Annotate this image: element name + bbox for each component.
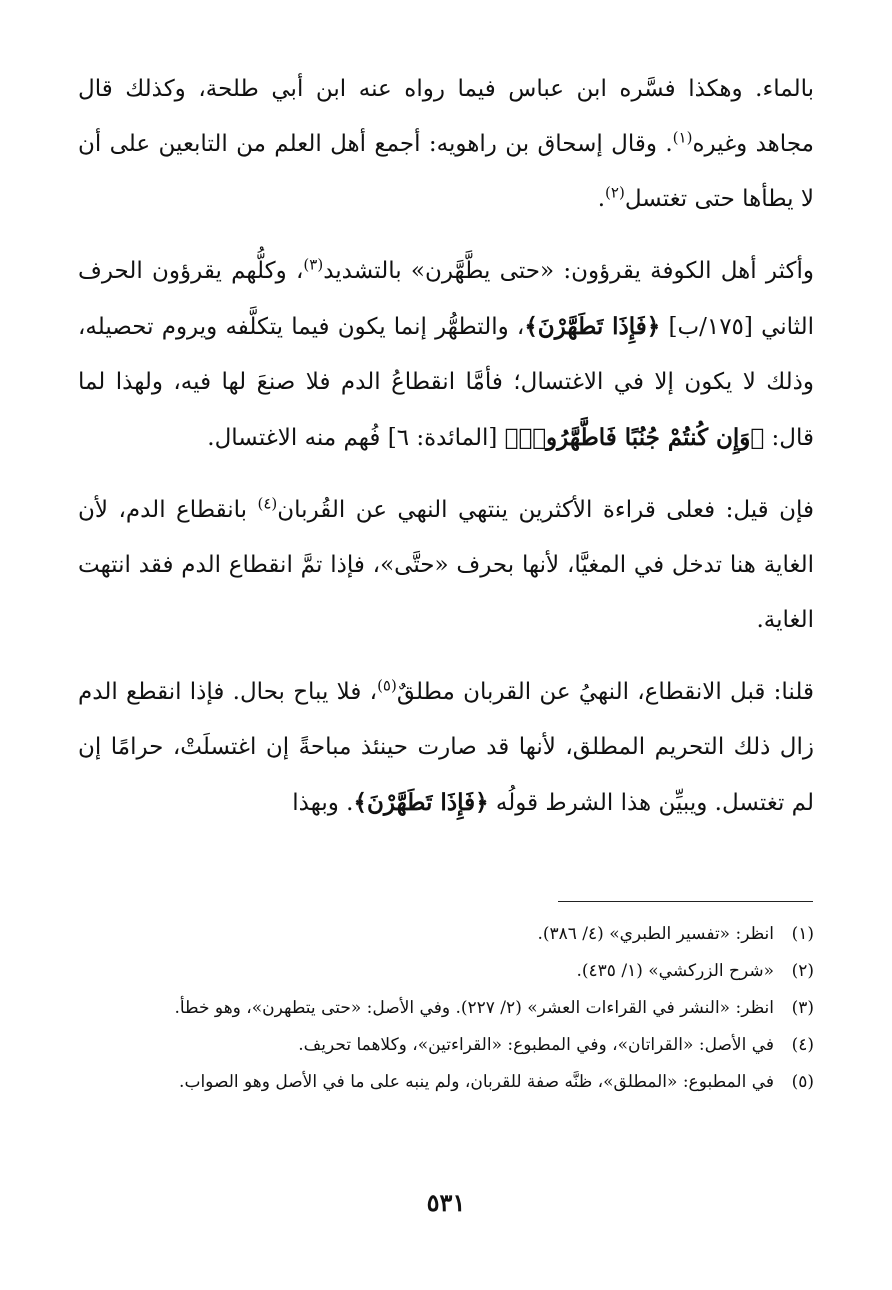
footnote-separator [558, 901, 813, 902]
footnote-number: (١) [791, 924, 814, 944]
paragraph-1-text-c: . [597, 186, 606, 212]
footnote-ref-3: (٣) [303, 255, 324, 274]
paragraph-3-text-a: فإن قيل: فعلى قراءة الأكثرين ينتهي النهي عن القُربان [277, 497, 814, 523]
footnote-text: انظر: «تفسير الطبري» (٤/ ٣٨٦). [537, 924, 774, 944]
footnote-ref-4: (٤) [257, 494, 278, 513]
footnote-4 [78, 1029, 814, 1062]
paragraph-4-text-b: ، فلا يباح بحال. فإذا انقطع الدم زال ذلك التحريم المطلق، لأنها قد صارت حينئذ مباحةً إن اغتسلَتْ، حرامًا إن لم تغتسل. ويبيِّن هذا الشرط قولُه [78, 679, 814, 816]
quran-quote-3: ﴿فَإِذَا تَطَهَّرْنَ﴾ [353, 789, 489, 816]
paragraph-2-text-b: ، وكلُّهم يقرؤون الحرف الثاني [١٧٥/ب] [78, 258, 814, 340]
footnote-2 [78, 955, 814, 988]
footnote-ref-1: (١) [672, 128, 693, 147]
paragraph-1 [78, 62, 814, 227]
paragraph-2-text-a: وأكثر أهل الكوفة يقرؤون: «حتى يطَّهَّرن» بالتشديد [323, 258, 814, 284]
footnote-number: (٥) [791, 1072, 814, 1092]
footnote-3 [78, 992, 814, 1025]
footnote-5 [78, 1066, 814, 1099]
paragraph-2 [78, 244, 814, 466]
main-text [78, 62, 814, 831]
footnote-text: «شرح الزركشي» (١/ ٤٣٥). [576, 961, 774, 981]
paragraph-1-text-b: . وقال إسحاق بن راهويه: أجمع أهل العلم من التابعين على أن لا يطأها حتى تغتسل [78, 131, 814, 212]
paragraph-2-text-d: [المائدة: ٦] فُهم منه الاغتسال. [207, 425, 505, 451]
paragraph-3 [78, 483, 814, 648]
footnote-number: (٤) [791, 1035, 814, 1055]
footnote-text: انظر: «النشر في القراءات العشر» (٢/ ٢٢٧). وفي الأصل: «حتى يتطهرن»، وهو خطأ. [174, 998, 774, 1018]
quran-quote-2: ﴿وَإِن كُنتُمْ جُنُبًا فَاطَّهَّرُوا۟﴾ [504, 424, 765, 451]
footnotes [78, 918, 814, 1103]
footnote-text: في المطبوع: «المطلق»، ظنَّه صفة للقربان، ولم ينبه على ما في الأصل وهو الصواب. [179, 1072, 774, 1092]
paragraph-3-text-b: بانقطاع الدم، لأن الغاية هنا تدخل في المغيَّا، لأنها بحرف «حتَّى»، فإذا تمَّ انقطاع الدم فقد انتهت الغاية. [78, 497, 814, 633]
footnote-ref-2: (٢) [605, 183, 625, 202]
footnote-number: (٣) [791, 998, 814, 1018]
paragraph-2-text-c: ، والتطهُّر إنما يكون فيما يتكلَّفه ويروم تحصيله، وذلك لا يكون إلا في الاغتسال؛ فأمَّا انقطاعُ الدم فلا صنعَ لها فيه، ولهذا لما قال: [78, 314, 814, 451]
paragraph-4 [78, 665, 814, 831]
footnote-number: (٢) [791, 961, 814, 981]
page-number: ٥٣١ [426, 1188, 466, 1217]
paragraph-4-text-a: قلنا: قبل الانقطاع، النهيُ عن القربان مطلقٌ [396, 679, 814, 705]
footnote-text: في الأصل: «القراتان»، وفي المطبوع: «القراءتين»، وكلاهما تحريف. [298, 1035, 774, 1055]
paragraph-1-text-a: بالماء. وهكذا فسَّره ابن عباس فيما رواه عنه ابن أبي طلحة، وكذلك قال مجاهد وغيره [78, 76, 814, 157]
quran-quote-1: ﴿فَإِذَا تَطَهَّرْنَ﴾ [524, 313, 661, 340]
footnote-1 [78, 918, 814, 951]
paragraph-4-text-c: . وبهذا [292, 790, 354, 816]
footnote-ref-5: (٥) [377, 676, 397, 695]
